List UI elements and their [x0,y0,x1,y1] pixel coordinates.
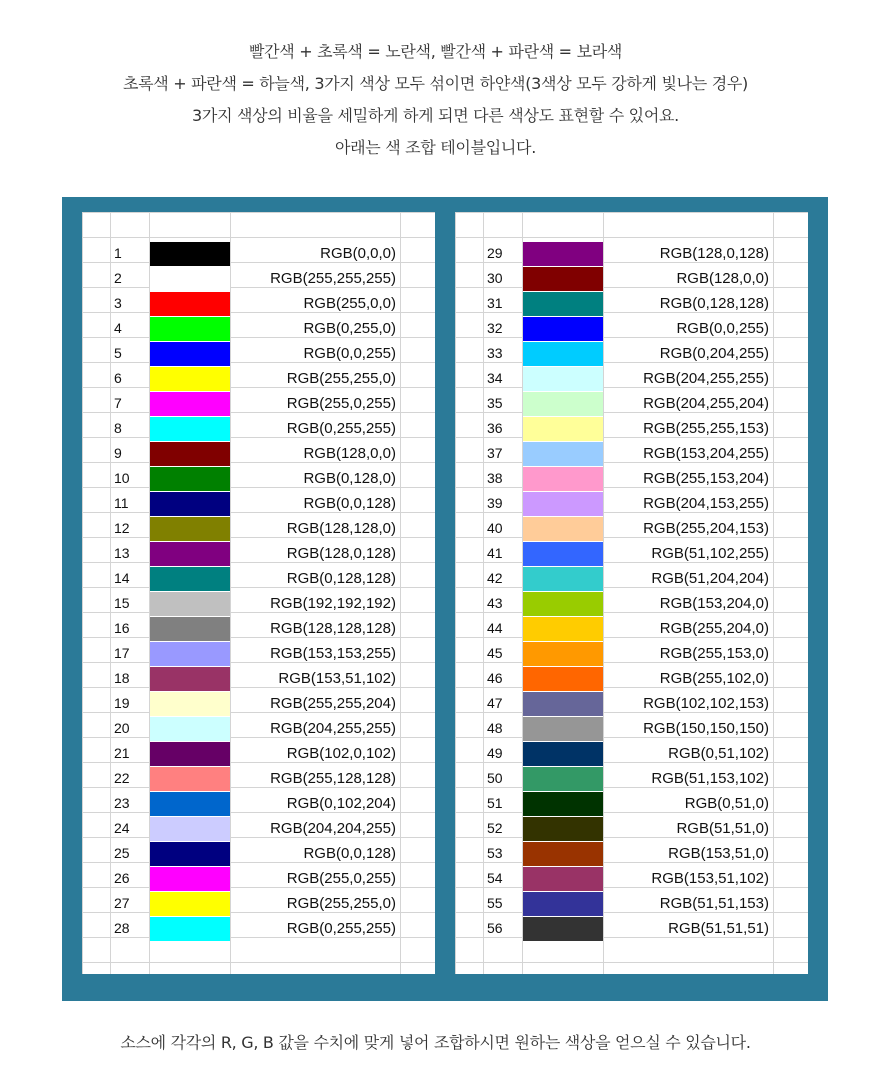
table-row [455,566,808,591]
color-swatch [150,817,230,841]
row-number: 3 [114,295,122,311]
row-number: 5 [114,345,122,361]
rgb-value: RGB(128,0,0) [676,270,769,287]
row-number: 10 [114,470,130,486]
color-swatch [150,917,230,941]
table-row [82,816,435,841]
row-number: 11 [114,495,129,511]
table-row [82,291,435,316]
rgb-value: RGB(102,0,102) [286,745,396,762]
row-number: 2 [114,270,122,286]
table-row [455,916,808,941]
table-row [455,866,808,891]
color-swatch [523,542,603,566]
table-row [82,641,435,666]
row-number: 39 [487,495,503,511]
table-row [455,516,808,541]
row-number: 30 [487,270,503,286]
table-row [82,791,435,816]
color-swatch [523,767,603,791]
row-number: 55 [487,895,503,911]
table-row [82,441,435,466]
rgb-value: RGB(255,0,0) [303,295,396,312]
rgb-value: RGB(255,128,128) [270,770,396,787]
color-swatch [150,267,230,291]
row-number: 15 [114,595,130,611]
rgb-value: RGB(0,255,0) [303,320,396,337]
row-number: 31 [487,295,503,311]
row-number: 7 [114,395,122,411]
color-swatch [150,717,230,741]
row-number: 16 [114,620,130,636]
row-number: 41 [487,545,503,561]
row-number: 37 [487,445,503,461]
color-swatch [523,442,603,466]
row-number: 27 [114,895,130,911]
row-number: 21 [114,745,130,761]
rgb-value: RGB(255,255,0) [286,895,396,912]
table-row [82,741,435,766]
color-swatch [523,667,603,691]
rgb-value: RGB(153,204,0) [659,595,769,612]
color-swatch [150,692,230,716]
color-swatch [523,267,603,291]
table-row [82,366,435,391]
rgb-value: RGB(255,255,204) [270,695,396,712]
row-number: 35 [487,395,503,411]
row-number: 51 [487,795,503,811]
color-swatch [150,567,230,591]
table-row [455,391,808,416]
table-row [455,841,808,866]
color-swatch [523,367,603,391]
table-row [82,316,435,341]
rgb-value: RGB(0,204,255) [659,345,769,362]
color-swatch [523,867,603,891]
color-table-right [455,212,808,974]
rgb-value: RGB(0,128,128) [659,295,769,312]
rgb-value: RGB(192,192,192) [270,595,396,612]
color-swatch [150,392,230,416]
color-table-frame [62,197,828,1001]
row-number: 48 [487,720,503,736]
row-number: 34 [487,370,503,386]
rgb-value: RGB(204,153,255) [643,495,769,512]
color-swatch [150,442,230,466]
row-number: 19 [114,695,130,711]
rgb-value: RGB(0,51,0) [684,795,769,812]
table-row [455,891,808,916]
row-number: 25 [114,845,130,861]
rgb-value: RGB(128,0,128) [286,545,396,562]
rgb-value: RGB(255,0,255) [286,870,396,887]
rgb-value: RGB(255,255,255) [270,270,396,287]
color-swatch [523,567,603,591]
color-swatch [523,717,603,741]
color-swatch [523,392,603,416]
color-table-left [82,212,435,974]
rgb-value: RGB(0,255,255) [286,420,396,437]
rgb-value: RGB(255,0,255) [286,395,396,412]
table-row [82,591,435,616]
table-row [455,791,808,816]
rgb-value: RGB(0,255,255) [286,920,396,937]
rgb-value: RGB(255,102,0) [659,670,769,687]
table-row [82,541,435,566]
color-swatch [150,317,230,341]
color-swatch [150,667,230,691]
rgb-value: RGB(255,153,204) [643,470,769,487]
table-row [455,241,808,266]
color-swatch [523,417,603,441]
row-number: 42 [487,570,503,586]
row-number: 52 [487,820,503,836]
color-swatch [523,317,603,341]
rgb-value: RGB(204,204,255) [270,820,396,837]
color-swatch [523,492,603,516]
row-number: 22 [114,770,130,786]
color-swatch [150,542,230,566]
color-swatch [523,842,603,866]
row-number: 36 [487,420,503,436]
rgb-value: RGB(128,0,0) [303,445,396,462]
row-number: 14 [114,570,130,586]
table-row [82,416,435,441]
rgb-value: RGB(204,255,255) [643,370,769,387]
rgb-value: RGB(255,204,0) [659,620,769,637]
table-row [82,341,435,366]
row-number: 50 [487,770,503,786]
rgb-value: RGB(255,255,0) [286,370,396,387]
color-swatch [150,592,230,616]
rgb-value: RGB(51,204,204) [651,570,769,587]
rgb-value: RGB(153,153,255) [270,645,396,662]
color-swatch [523,467,603,491]
rgb-value: RGB(51,102,255) [651,545,769,562]
rgb-value: RGB(51,51,51) [668,920,769,937]
rgb-value: RGB(0,102,204) [286,795,396,812]
color-swatch [523,292,603,316]
table-row [455,316,808,341]
intro-line-3: 3가지 색상의 비율을 세밀하게 하게 되면 다른 색상도 표현할 수 있어요. [192,106,679,125]
table-row [82,491,435,516]
rgb-value: RGB(102,102,153) [643,695,769,712]
table-row [82,891,435,916]
color-swatch [523,692,603,716]
rgb-value: RGB(0,0,128) [303,845,396,862]
color-swatch [150,892,230,916]
color-swatch [523,892,603,916]
color-swatch [523,642,603,666]
table-row [455,741,808,766]
row-number: 12 [114,520,130,536]
color-swatch [150,467,230,491]
table-row [455,366,808,391]
table-row [455,441,808,466]
color-swatch [150,842,230,866]
row-number: 13 [114,545,130,561]
rgb-value: RGB(51,51,0) [676,820,769,837]
row-number: 24 [114,820,130,836]
row-number: 47 [487,695,503,711]
color-swatch [150,617,230,641]
row-number: 23 [114,795,130,811]
rgb-value: RGB(255,204,153) [643,520,769,537]
row-number: 28 [114,920,130,936]
row-number: 29 [487,245,503,261]
rgb-value: RGB(255,255,153) [643,420,769,437]
rgb-value: RGB(153,204,255) [643,445,769,462]
row-number: 46 [487,670,503,686]
table-row [82,266,435,291]
table-row [82,916,435,941]
rgb-value: RGB(204,255,204) [643,395,769,412]
color-swatch [523,792,603,816]
row-number: 1 [114,245,122,261]
row-number: 43 [487,595,503,611]
table-row [455,691,808,716]
table-row [455,291,808,316]
rgb-value: RGB(0,0,255) [303,345,396,362]
color-swatch [523,742,603,766]
row-number: 54 [487,870,503,886]
table-row [455,341,808,366]
color-swatch [523,617,603,641]
rgb-value: RGB(0,51,102) [668,745,769,762]
row-number: 17 [114,645,130,661]
color-swatch [523,242,603,266]
rgb-value: RGB(255,153,0) [659,645,769,662]
row-number: 8 [114,420,122,436]
rgb-value: RGB(128,0,128) [659,245,769,262]
color-swatch [150,342,230,366]
intro-line-4: 아래는 색 조합 테이블입니다. [334,138,537,157]
rgb-value: RGB(0,0,128) [303,495,396,512]
rgb-value: RGB(0,0,0) [320,245,396,262]
table-row [455,716,808,741]
color-swatch [150,767,230,791]
rgb-value: RGB(0,128,0) [303,470,396,487]
color-swatch [150,867,230,891]
row-number: 18 [114,670,130,686]
table-row [82,866,435,891]
table-row [82,466,435,491]
table-row [82,566,435,591]
intro-line-2: 초록색 + 파란색 = 하늘색, 3가지 색상 모두 섞이면 하얀색(3색상 모두 강하게 빛나는 경우) [122,74,748,93]
color-swatch [523,342,603,366]
row-number: 9 [114,445,122,461]
rgb-value: RGB(51,51,153) [659,895,769,912]
table-row [82,391,435,416]
table-row [82,691,435,716]
row-number: 4 [114,320,122,336]
row-number: 33 [487,345,503,361]
color-swatch [523,517,603,541]
table-row [455,766,808,791]
color-swatch [150,292,230,316]
table-row [455,816,808,841]
table-row [455,541,808,566]
rgb-value: RGB(0,128,128) [286,570,396,587]
footer-text: 소스에 각각의 R, G, B 값을 수치에 맞게 넣어 조합하시면 원하는 색상을 얻으실 수 있습니다. [120,1033,751,1052]
color-swatch [150,517,230,541]
rgb-value: RGB(128,128,0) [286,520,396,537]
color-swatch [523,817,603,841]
row-number: 44 [487,620,503,636]
table-row [455,616,808,641]
rgb-value: RGB(0,0,255) [676,320,769,337]
table-row [82,841,435,866]
rgb-value: RGB(128,128,128) [270,620,396,637]
row-number: 56 [487,920,503,936]
table-row [82,616,435,641]
color-swatch [150,742,230,766]
row-number: 53 [487,845,503,861]
color-swatch [150,367,230,391]
rgb-value: RGB(51,153,102) [651,770,769,787]
color-swatch [523,917,603,941]
rgb-value: RGB(153,51,0) [668,845,769,862]
color-swatch [150,492,230,516]
table-row [455,466,808,491]
table-row [82,716,435,741]
table-row [455,591,808,616]
rgb-value: RGB(204,255,255) [270,720,396,737]
row-number: 45 [487,645,503,661]
rgb-value: RGB(150,150,150) [643,720,769,737]
color-swatch [150,642,230,666]
rgb-value: RGB(153,51,102) [651,870,769,887]
table-row [455,416,808,441]
color-swatch [150,417,230,441]
row-number: 49 [487,745,503,761]
table-row [82,241,435,266]
row-number: 32 [487,320,503,336]
table-row [455,491,808,516]
color-swatch [150,242,230,266]
row-number: 38 [487,470,503,486]
table-row [82,766,435,791]
table-row [455,666,808,691]
table-row [82,516,435,541]
intro-text [0,36,871,164]
rgb-value: RGB(153,51,102) [278,670,396,687]
table-row [455,266,808,291]
table-row [82,666,435,691]
row-number: 6 [114,370,122,386]
color-swatch [150,792,230,816]
table-row [455,641,808,666]
color-swatch [523,592,603,616]
row-number: 26 [114,870,130,886]
row-number: 40 [487,520,503,536]
row-number: 20 [114,720,130,736]
intro-line-1: 빨간색 + 초록색 = 노란색, 빨간색 + 파란색 = 보라색 [248,42,623,61]
